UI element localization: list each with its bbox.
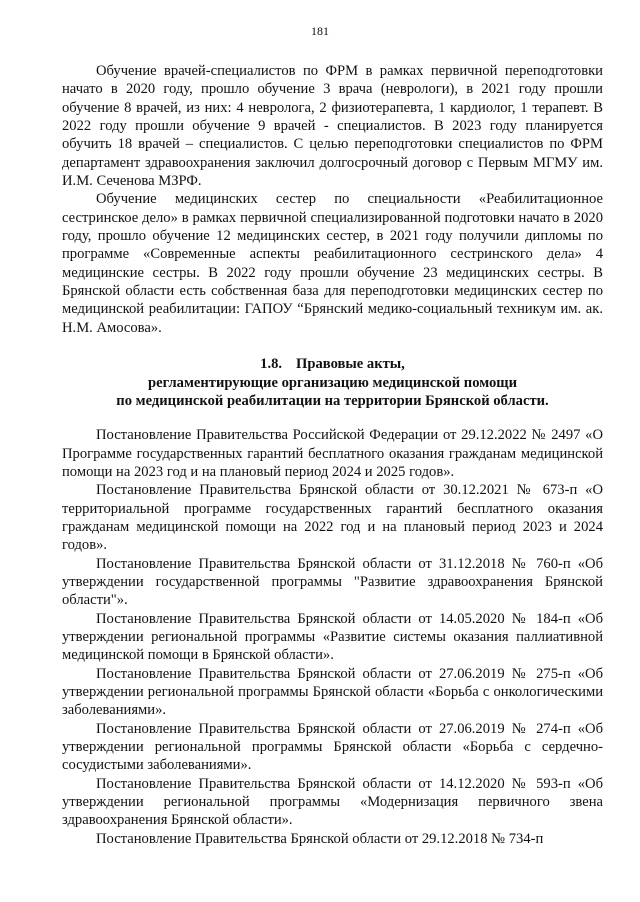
section-title-line-3: по медицинской реабилитации на территории Брянской области. [116, 392, 549, 409]
legal-act-item: Постановление Правительства Брянской области от 31.12.2018 № 760-п «Об утверждении государственной программы "Развитие здравоохранения Брянской области"». [62, 555, 603, 609]
legal-act-item: Постановление Правительства Брянской области от 27.06.2019 № 274-п «Об утверждении региональной программы Брянской области «Борьба с сердечно-сосудистыми заболеваниями». [62, 720, 603, 774]
legal-act-item: Постановление Правительства Брянской области от 29.12.2018 № 734-п [96, 830, 544, 847]
legal-act-item: Постановление Правительства Брянской области от 14.12.2020 № 593-п «Об утверждении региональной программы «Модернизация первичного звена здравоохранения Брянской области». [62, 775, 603, 829]
page-number: 181 [311, 24, 329, 38]
document-body [62, 62, 603, 848]
legal-act-item: Постановление Правительства Российской Федерации от 29.12.2022 № 2497 «О Программе государственных гарантий бесплатного оказания гражданам медицинской помощи на 2023 год и на плановый период 2024 и 2025 годов». [62, 427, 603, 480]
legal-act-item: Постановление Правительства Брянской области от 30.12.2021 № 673-п «О территориальной программе государственных гарантий бесплатного оказания гражданам медицинской помощи на 2022 год и на плановый период 2023 и 2024 годов». [62, 482, 603, 554]
section-number: 1.8. [260, 356, 283, 373]
section-heading [62, 355, 603, 410]
legal-act-item: Постановление Правительства Брянской области от 27.06.2019 № 275-п «Об утверждении региональной программы Брянской области «Борьба с онкологическими заболеваниями». [62, 665, 603, 719]
paragraph-doctor-training: Обучение врачей-специалистов по ФРМ в рамках первичной переподготовки начато в 2020 году, прошло обучение 3 врача (неврологи), в 2021 году прошли обучение 8 врачей, из них: 4 невролога, 2 физиотерапевта, 1 кардиолог, 1 терапевт. В 2022 году прошли обучение 9 врачей - специалистов. В 2023 году планируется обучить 18 врачей – специалистов. С целью переподготовки специалистов по ФРМ департамент здравоохранения заключил долгосрочный договор с Первым МГМУ им. И.М. Сеченова МЗРФ. [62, 63, 603, 190]
paragraph-nurse-training: Обучение медицинских сестер по специальности «Реабилитационное сестринское дело» в рамках первичной специализированной подготовки начато в 2020 году, прошло обучение 12 медицинских сестер, в 2021 году получили дипломы по программе «Современные аспекты реабилитационного сестринского дела» 4 медицинские сестры. В 2022 году прошли обучение 23 медицинских сестры. В Брянской области есть собственная база для переподготовки медицинских сестер по медицинской реабилитации: ГАПОУ “Брянский медико-социальный техникум им. ак. Н.М. Амосова». [62, 191, 603, 336]
section-title-line-1: Правовые акты, [296, 356, 405, 373]
legal-act-item: Постановление Правительства Брянской области от 14.05.2020 № 184-п «Об утверждении региональной программы «Развитие системы оказания паллиативной медицинской помощи в Брянской области». [62, 610, 603, 664]
section-title-line-2: регламентирующие организацию медицинской помощи [147, 374, 518, 391]
